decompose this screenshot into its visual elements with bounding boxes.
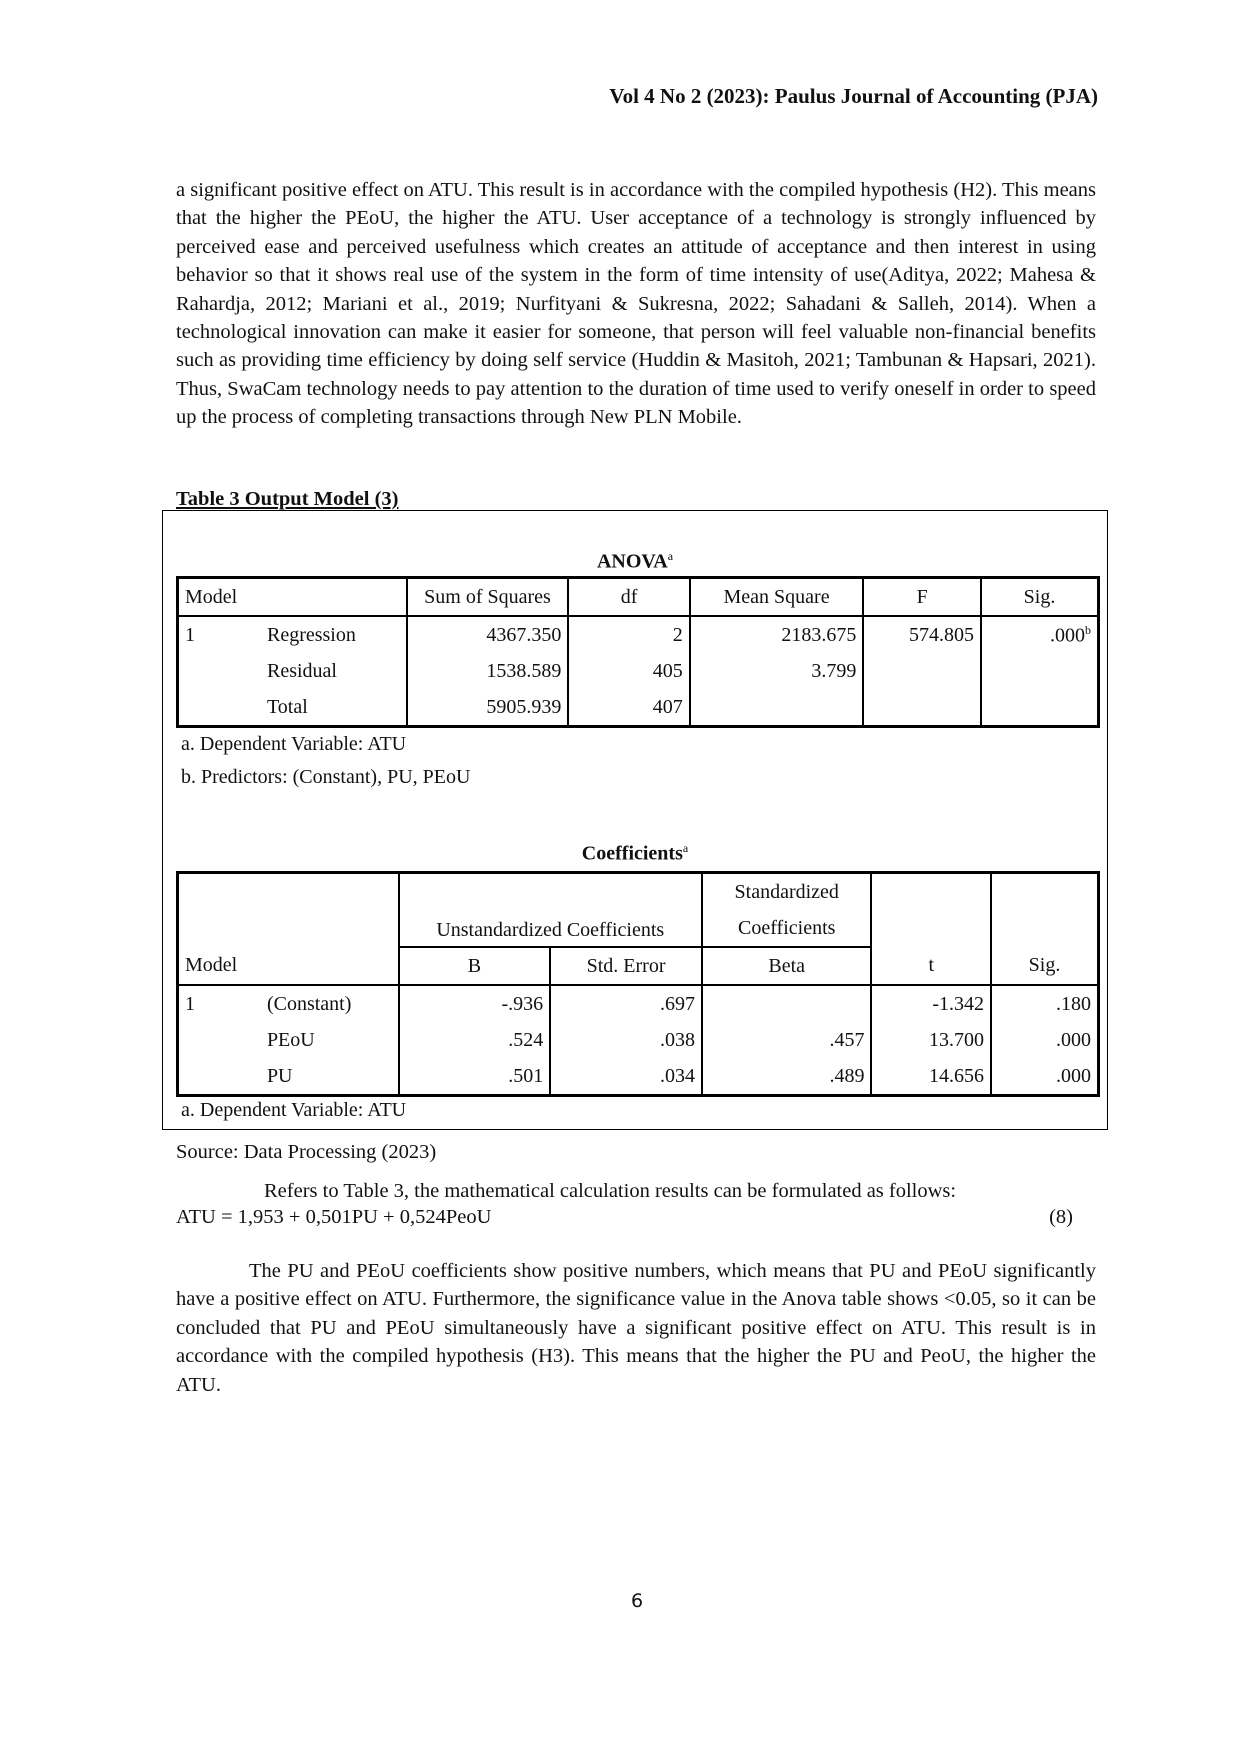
anova-header-sig: Sig.	[981, 578, 1099, 617]
anova-title-text: ANOVA	[596, 550, 668, 573]
anova-note-b: b. Predictors: (Constant), PU, PEoU	[181, 766, 471, 788]
anova-header-f: F	[863, 578, 981, 617]
cell-t: 14.656	[871, 1058, 991, 1096]
anova-header-model: Model	[178, 578, 407, 617]
cell-df: 407	[568, 689, 689, 727]
cell-f: 574.805	[863, 616, 981, 653]
coefficients-header-b: B	[399, 947, 551, 985]
coefficients-header-model: Model	[178, 947, 399, 985]
row-label: Residual	[266, 659, 337, 682]
running-head: Vol 4 No 2 (2023): Paulus Journal of Accounting (PJA)	[609, 84, 1098, 108]
coefficients-header-se: Std. Error	[550, 947, 702, 985]
row-label: Total	[266, 695, 308, 718]
coefficients-header-unstd: Unstandardized Coefficients	[399, 873, 702, 948]
cell-df: 405	[568, 653, 689, 689]
table-row	[178, 616, 1099, 653]
cell-sig: .000	[991, 1022, 1099, 1058]
cell-sig-value: .000	[1050, 624, 1085, 647]
empty-cell	[178, 653, 261, 689]
cell-se: .034	[550, 1058, 702, 1096]
coefficients-model-number: 1	[185, 992, 195, 1015]
table-source: Source: Data Processing (2023)	[176, 1141, 437, 1163]
anova-header-ss: Sum of Squares	[407, 578, 569, 617]
coefficients-title-sup: a	[682, 841, 689, 855]
row-label: PEoU	[266, 1028, 315, 1051]
page-number: 6	[630, 1590, 644, 1612]
empty-cell	[871, 873, 991, 948]
formula: ATU = 1,953 + 0,501PU + 0,524PeoU	[176, 1206, 492, 1228]
body-paragraph-1: a significant positive effect on ATU. This result is in accordance with the compiled hypothesis (H2). This means that the higher the PEoU, the higher the ATU. User acceptance of a technology is strongly influenced by perceived ease and perceived usefulness which creates an attitude of acceptance and then interest in using behavior so that it shows real use of the system in the form of time intensity of use(Aditya, 2022; Mahesa & Rahardja, 2012; Mariani et al., 2019; Nurfityani & Sukresna, 2022; Sahadani & Salleh, 2014). When a technological innovation can make it easier for someone, that person will feel valuable non-financial benefits such as providing time efficiency by doing self service (Huddin & Masitoh, 2021; Tambunan & Hapsari, 2021). Thus, SwaCam technology needs to pay attention to the duration of time used to verify oneself in order to speed up the process of completing transactions through New PLN Mobile.	[176, 179, 1096, 429]
coefficients-header-std-2: Coefficients	[702, 910, 872, 947]
cell-ss: 4367.350	[407, 616, 569, 653]
row-label: (Constant)	[266, 992, 352, 1015]
anova-title-sup: a	[667, 549, 674, 563]
table-row	[178, 1058, 1099, 1096]
equation-number: (8)	[1049, 1206, 1073, 1228]
formula-intro: Refers to Table 3, the mathematical calculation results can be formulated as follows:	[264, 1180, 957, 1202]
coefficients-note-a: a. Dependent Variable: ATU	[181, 1099, 407, 1121]
anova-note-a: a. Dependent Variable: ATU	[181, 733, 407, 755]
coefficients-header-row-1	[178, 873, 1099, 911]
table-row	[178, 689, 1099, 727]
empty-cell	[178, 873, 399, 948]
anova-header-row	[178, 578, 1099, 617]
coefficients-header-beta: Beta	[702, 947, 872, 985]
cell-f	[863, 689, 981, 727]
cell-beta	[702, 985, 872, 1022]
table-3-box	[162, 510, 1108, 1130]
cell-b: .524	[399, 1022, 551, 1058]
cell-sig	[981, 689, 1099, 727]
empty-cell	[178, 1058, 261, 1096]
empty-cell	[991, 873, 1099, 948]
anova-header-ms: Mean Square	[690, 578, 864, 617]
cell-sig	[981, 616, 1099, 653]
cell-se: .697	[550, 985, 702, 1022]
anova-table	[176, 576, 1100, 728]
table-row	[178, 1022, 1099, 1058]
coefficients-title-text: Coefficients	[581, 842, 683, 865]
empty-cell	[178, 689, 261, 727]
anova-header-df: df	[568, 578, 689, 617]
table-caption: Table 3 Output Model (3)	[176, 488, 399, 510]
cell-sig	[981, 653, 1099, 689]
cell-t: -1.342	[871, 985, 991, 1022]
row-label: Regression	[266, 623, 356, 646]
cell-sig: .180	[991, 985, 1099, 1022]
cell-ms: 2183.675	[690, 616, 864, 653]
cell-beta: .457	[702, 1022, 872, 1058]
row-label: PU	[266, 1064, 293, 1087]
cell-ms	[690, 689, 864, 727]
coefficients-header-std-1: Standardized	[702, 873, 872, 911]
cell-f	[863, 653, 981, 689]
cell-ms: 3.799	[690, 653, 864, 689]
cell-b: .501	[399, 1058, 551, 1096]
coefficients-title	[163, 841, 1107, 866]
empty-cell	[178, 1022, 261, 1058]
coefficients-header-row-3	[178, 947, 1099, 985]
table-row	[178, 653, 1099, 689]
cell-t: 13.700	[871, 1022, 991, 1058]
cell-b: -.936	[399, 985, 551, 1022]
cell-ss: 5905.939	[407, 689, 569, 727]
cell-beta: .489	[702, 1058, 872, 1096]
coefficients-header-sig: Sig.	[991, 947, 1099, 985]
table-row	[178, 985, 1099, 1022]
body-paragraph-2: The PU and PEoU coefficients show positive numbers, which means that PU and PEoU significantly have a positive effect on ATU. Furthermore, the significance value in the Anova table shows <0.05, so it can be concluded that PU and PEoU simultaneously have a significant positive effect on ATU. This result is in accordance with the compiled hypothesis (H3). This means that the higher the PU and PeoU, the higher the ATU.	[176, 1260, 1096, 1396]
coefficients-header-t: t	[871, 947, 991, 985]
cell-ss: 1538.589	[407, 653, 569, 689]
anova-model-number: 1	[185, 623, 195, 646]
cell-se: .038	[550, 1022, 702, 1058]
anova-title	[163, 549, 1107, 574]
coefficients-table	[176, 871, 1100, 1097]
cell-df: 2	[568, 616, 689, 653]
cell-sig: .000	[991, 1058, 1099, 1096]
cell-sig-sup: b	[1085, 622, 1091, 637]
